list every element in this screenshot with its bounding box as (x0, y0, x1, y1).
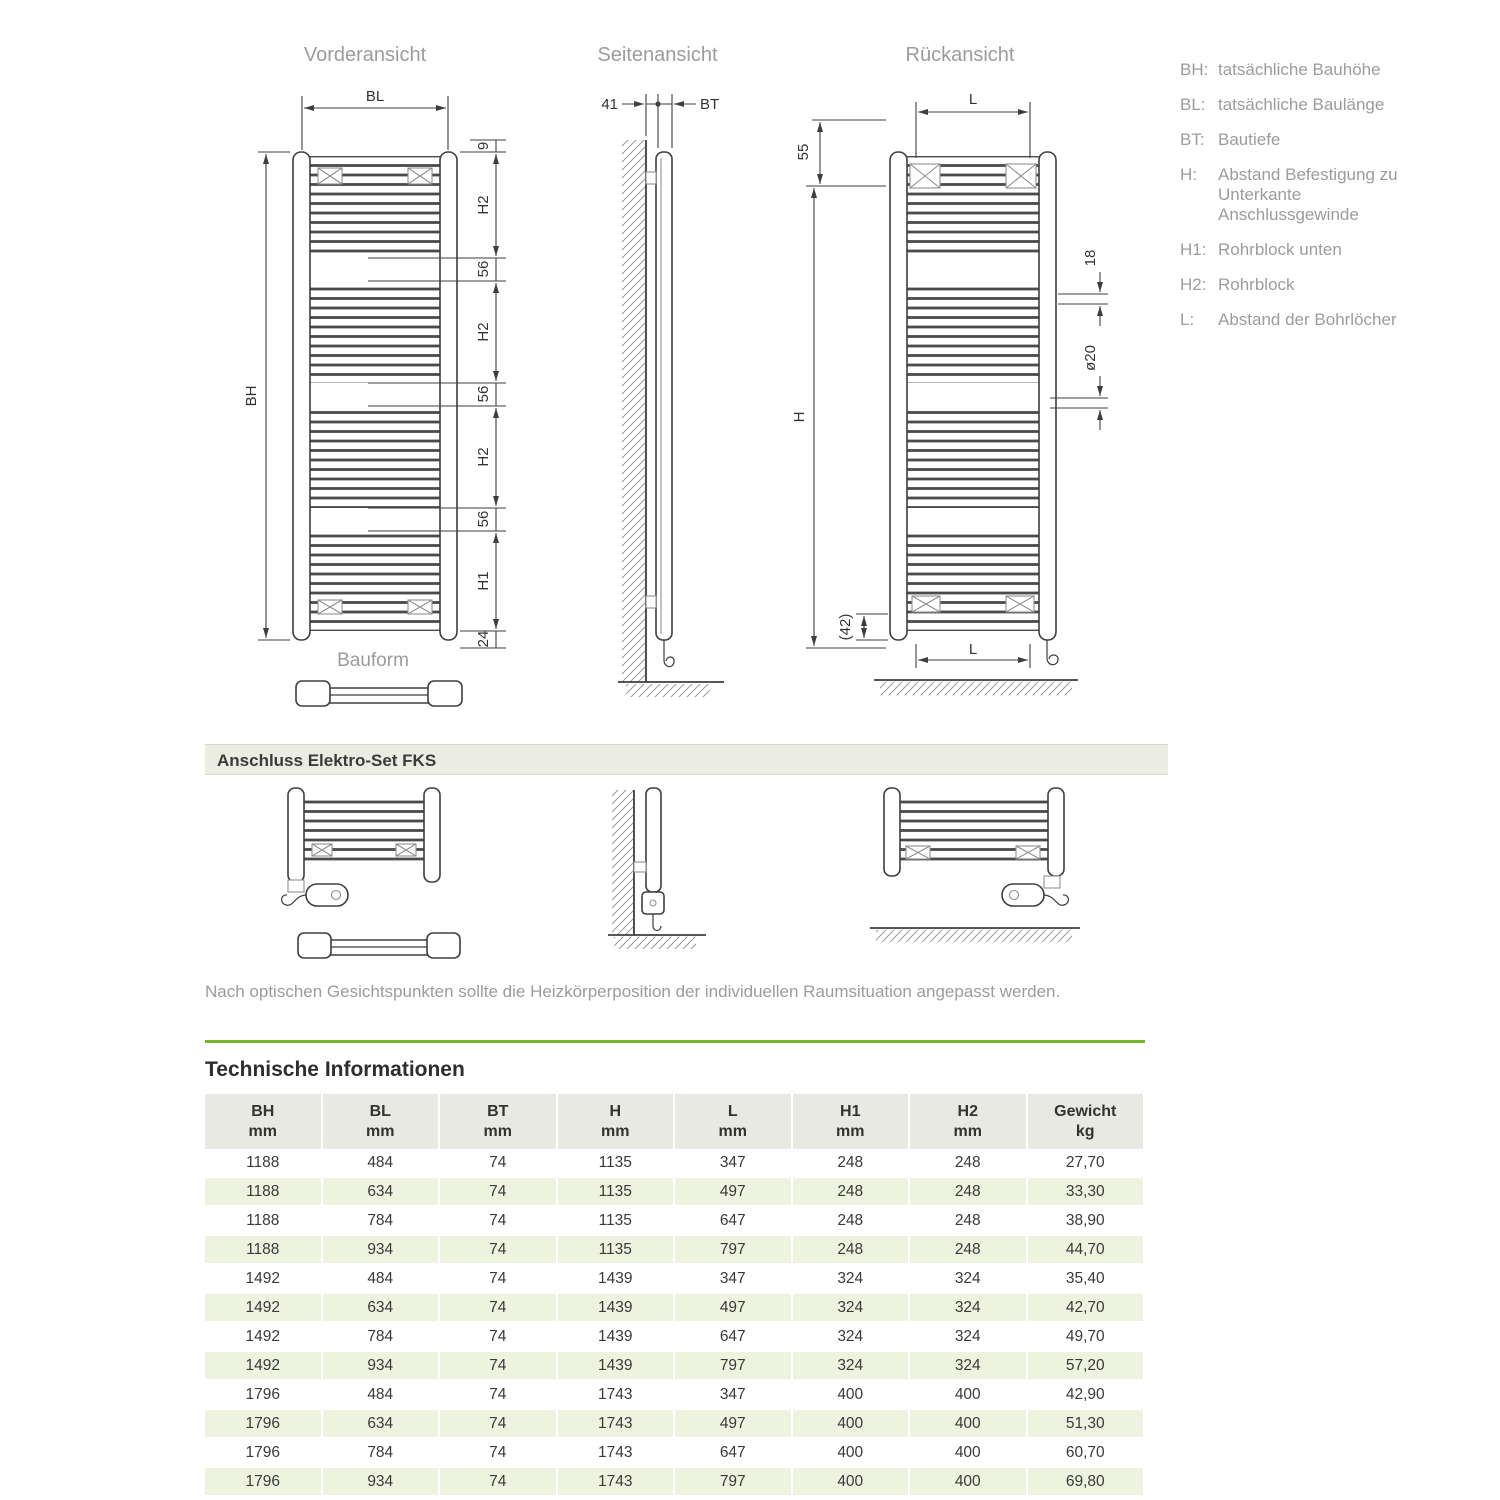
table-cell: 51,30 (1028, 1410, 1146, 1439)
table-cell: 33,30 (1028, 1178, 1146, 1207)
table-row (205, 1178, 1145, 1207)
table-cell: 248 (793, 1178, 911, 1207)
table-cell: 484 (323, 1149, 441, 1178)
legend-item (1180, 240, 1415, 260)
dim-label-h2: H2 (475, 195, 492, 215)
legend-abbr: L: (1180, 310, 1195, 329)
table-cell: 49,70 (1028, 1323, 1146, 1352)
floor-hatch (614, 937, 696, 949)
dim-label-h: H (791, 411, 808, 423)
table-row (205, 1468, 1145, 1497)
column-header: BL mm (323, 1094, 441, 1149)
table-cell: 74 (440, 1352, 558, 1381)
table-cell: 74 (440, 1236, 558, 1265)
table-body (205, 1149, 1145, 1497)
radiator-profile (646, 788, 661, 892)
table-cell: 400 (910, 1381, 1028, 1410)
table-cell: 647 (675, 1439, 793, 1468)
table-cell: 1439 (558, 1265, 676, 1294)
bauform-foot-drawing (296, 681, 462, 706)
table-cell: 1492 (205, 1294, 323, 1323)
column-header: H1 mm (793, 1094, 911, 1149)
dim-label-bt: BT (700, 96, 720, 113)
dim-label-l-top: L (968, 91, 978, 108)
table-title: Technische Informationen (205, 1058, 465, 1081)
legend-text: Bautiefe (1218, 130, 1281, 149)
table-cell: 248 (910, 1149, 1028, 1178)
dim-label-24: 24 (475, 630, 492, 648)
dim-label-dia20: ø20 (1082, 345, 1099, 371)
side-view-title: Seitenansicht (597, 44, 718, 66)
dim-label-bl: BL (365, 88, 385, 105)
legend-text: Rohrblock (1218, 275, 1295, 294)
front-view-drawing (243, 88, 506, 706)
table-cell: 784 (323, 1439, 441, 1468)
table-cell: 248 (793, 1236, 911, 1265)
table-cell: 1439 (558, 1323, 676, 1352)
power-cable (1047, 640, 1058, 665)
table-cell: 1743 (558, 1439, 676, 1468)
table-cell: 27,70 (1028, 1149, 1146, 1178)
table-cell: 35,40 (1028, 1265, 1146, 1294)
table-cell: 797 (675, 1352, 793, 1381)
table-cell: 1188 (205, 1236, 323, 1265)
dim-label-56: 56 (475, 385, 492, 403)
fks-section-header (205, 744, 1168, 775)
legend-item (1180, 310, 1415, 330)
wall-hatch (622, 140, 646, 682)
table-cell: 248 (793, 1149, 911, 1178)
legend-text: tatsächliche Bauhöhe (1218, 60, 1381, 79)
table-cell: 934 (323, 1352, 441, 1381)
left-collector-tube (293, 152, 310, 640)
table-cell: 248 (793, 1207, 911, 1236)
table-row (205, 1439, 1145, 1468)
dim-label-l-bottom: L (968, 641, 978, 658)
table-row (205, 1323, 1145, 1352)
table-cell: 248 (910, 1207, 1028, 1236)
column-header: Gewicht kg (1028, 1094, 1146, 1149)
table-cell: 400 (910, 1410, 1028, 1439)
table-cell: 400 (793, 1468, 911, 1497)
legend-item (1180, 275, 1415, 295)
table-cell: 74 (440, 1323, 558, 1352)
table-cell: 74 (440, 1294, 558, 1323)
table-cell: 934 (323, 1236, 441, 1265)
table-cell: 1796 (205, 1468, 323, 1497)
table-cell: 57,20 (1028, 1352, 1146, 1381)
table-cell: 1796 (205, 1439, 323, 1468)
left-collector-tube (890, 152, 907, 640)
legend-text: Rohrblock unten (1218, 240, 1342, 259)
dim-label-h2: H2 (475, 322, 492, 342)
column-header: L mm (675, 1094, 793, 1149)
table-cell: 324 (793, 1265, 911, 1294)
radiator-profile (656, 152, 672, 640)
table-cell: 1135 (558, 1207, 676, 1236)
table-cell: 784 (323, 1323, 441, 1352)
table-row (205, 1149, 1145, 1178)
table-cell: 634 (323, 1294, 441, 1323)
table-header-row (205, 1094, 1145, 1149)
table-cell: 1743 (558, 1410, 676, 1439)
table-cell: 1135 (558, 1236, 676, 1265)
legend-abbr: BH: (1180, 60, 1209, 79)
table-cell: 497 (675, 1178, 793, 1207)
table-cell: 634 (323, 1410, 441, 1439)
table-cell: 74 (440, 1149, 558, 1178)
ground-hatch (876, 930, 1072, 942)
dim-label-56: 56 (475, 260, 492, 278)
table-cell: 1492 (205, 1265, 323, 1294)
wall-bracket (646, 596, 656, 608)
floor-hatch (626, 684, 710, 697)
table-cell: 400 (910, 1468, 1028, 1497)
legend-item (1180, 165, 1415, 225)
wall-bracket (646, 172, 656, 184)
table-cell: 324 (793, 1323, 911, 1352)
legend-abbr: H2: (1180, 275, 1207, 294)
dim-label-42: (42) (837, 613, 854, 641)
table-cell: 324 (910, 1323, 1028, 1352)
fks-section-title: Anschluss Elektro-Set FKS (217, 751, 437, 770)
front-view-title: Vorderansicht (303, 44, 427, 66)
table-cell: 400 (910, 1439, 1028, 1468)
dim-label-18: 18 (1082, 249, 1099, 267)
table-cell: 1439 (558, 1294, 676, 1323)
power-cable (664, 640, 674, 667)
table-cell: 797 (675, 1236, 793, 1265)
fks-rear-drawing (870, 788, 1080, 942)
legend-text: Abstand Befestigung zu Unterkante Anschlussgewinde (1218, 165, 1398, 224)
table-cell: 647 (675, 1323, 793, 1352)
table-cell: 497 (675, 1410, 793, 1439)
dim-label-41: 41 (601, 96, 618, 113)
table-cell: 74 (440, 1439, 558, 1468)
ground-hatch (880, 682, 1072, 695)
table-cell: 797 (675, 1468, 793, 1497)
table-cell: 74 (440, 1265, 558, 1294)
table-cell: 1188 (205, 1207, 323, 1236)
radiator-rungs (907, 406, 1039, 508)
table-row (205, 1265, 1145, 1294)
legend-text: tatsächliche Baulänge (1218, 95, 1385, 114)
rear-view-drawing (791, 91, 1108, 695)
table-cell: 1492 (205, 1352, 323, 1381)
table-cell: 1188 (205, 1178, 323, 1207)
bauform-label: Bauform (337, 650, 409, 671)
column-header: BT mm (440, 1094, 558, 1149)
table-cell: 1492 (205, 1323, 323, 1352)
table-cell: 400 (793, 1410, 911, 1439)
element-cable (1044, 895, 1068, 905)
legend-abbr: H: (1180, 165, 1197, 184)
table-cell: 347 (675, 1149, 793, 1178)
fks-front-drawing (282, 788, 460, 958)
table-cell: 1135 (558, 1178, 676, 1207)
table-cell: 347 (675, 1381, 793, 1410)
table-cell: 324 (793, 1294, 911, 1323)
fks-foot-drawing (298, 933, 460, 958)
table-cell: 1439 (558, 1352, 676, 1381)
table-cell: 74 (440, 1468, 558, 1497)
column-header: BH mm (205, 1094, 323, 1149)
fks-side-drawing (608, 788, 706, 949)
wall-bracket (634, 862, 646, 872)
legend-item (1180, 60, 1415, 80)
table-cell: 60,70 (1028, 1439, 1146, 1468)
table-cell: 484 (323, 1265, 441, 1294)
table-cell: 1188 (205, 1149, 323, 1178)
dim-label-55: 55 (795, 143, 812, 161)
tech-table (205, 1094, 1145, 1497)
positioning-note: Nach optischen Gesichtspunkten sollte die Heizkörperposition der individuellen Raumsituation angepasst werden. (205, 982, 1061, 1001)
table-cell: 42,90 (1028, 1381, 1146, 1410)
table-cell: 248 (910, 1178, 1028, 1207)
element-cable (653, 914, 661, 931)
legend-abbr: BT: (1180, 130, 1205, 149)
table-row (205, 1410, 1145, 1439)
right-collector-tube (440, 152, 457, 640)
table-cell: 324 (910, 1352, 1028, 1381)
dim-label-9: 9 (475, 141, 492, 151)
table-cell: 69,80 (1028, 1468, 1146, 1497)
table-cell: 42,70 (1028, 1294, 1146, 1323)
table-cell: 484 (323, 1381, 441, 1410)
table-cell: 1135 (558, 1149, 676, 1178)
table-row (205, 1381, 1145, 1410)
electric-heating-element (1002, 884, 1044, 906)
radiator-rungs (907, 531, 1039, 631)
table-cell: 634 (323, 1178, 441, 1207)
legend-abbr: BL: (1180, 95, 1206, 114)
table-row (205, 1207, 1145, 1236)
table-cell: 400 (793, 1381, 911, 1410)
radiator-rungs (310, 531, 440, 631)
table-cell: 934 (323, 1468, 441, 1497)
column-header: H mm (558, 1094, 676, 1149)
element-cable (282, 895, 306, 905)
table-row (205, 1294, 1145, 1323)
table-cell: 1796 (205, 1410, 323, 1439)
legend (1180, 60, 1415, 345)
table-cell: 1743 (558, 1468, 676, 1497)
table-cell: 324 (793, 1352, 911, 1381)
table-cell: 44,70 (1028, 1236, 1146, 1265)
table-cell: 1796 (205, 1381, 323, 1410)
table-cell: 647 (675, 1207, 793, 1236)
radiator-rungs (310, 281, 440, 383)
table-cell: 248 (910, 1236, 1028, 1265)
table-cell: 324 (910, 1294, 1028, 1323)
wall-hatch (612, 790, 634, 935)
table-cell: 347 (675, 1265, 793, 1294)
radiator-rungs (310, 406, 440, 508)
table-cell: 38,90 (1028, 1207, 1146, 1236)
table-cell: 1743 (558, 1381, 676, 1410)
dim-label-56: 56 (475, 510, 492, 528)
section-divider (205, 1040, 1145, 1043)
table-cell: 74 (440, 1381, 558, 1410)
table-cell: 400 (793, 1439, 911, 1468)
legend-text: Abstand der Bohrlöcher (1218, 310, 1397, 329)
right-collector-tube (1039, 152, 1056, 640)
table-row (205, 1352, 1145, 1381)
column-header: H2 mm (910, 1094, 1028, 1149)
side-view-drawing (601, 94, 724, 697)
table-row (205, 1236, 1145, 1265)
legend-item (1180, 130, 1415, 150)
table-cell: 784 (323, 1207, 441, 1236)
dim-label-h2: H2 (475, 447, 492, 467)
table-cell: 497 (675, 1294, 793, 1323)
table-cell: 324 (910, 1265, 1028, 1294)
electric-heating-element (306, 884, 348, 906)
dim-label-h1: H1 (475, 571, 492, 591)
dim-label-bh: BH (243, 385, 260, 407)
table-cell: 74 (440, 1178, 558, 1207)
table-cell: 74 (440, 1410, 558, 1439)
legend-abbr: H1: (1180, 240, 1207, 259)
legend-item (1180, 95, 1415, 115)
table-cell: 74 (440, 1207, 558, 1236)
radiator-rungs (907, 281, 1039, 383)
rear-view-title: Rückansicht (905, 44, 1015, 66)
